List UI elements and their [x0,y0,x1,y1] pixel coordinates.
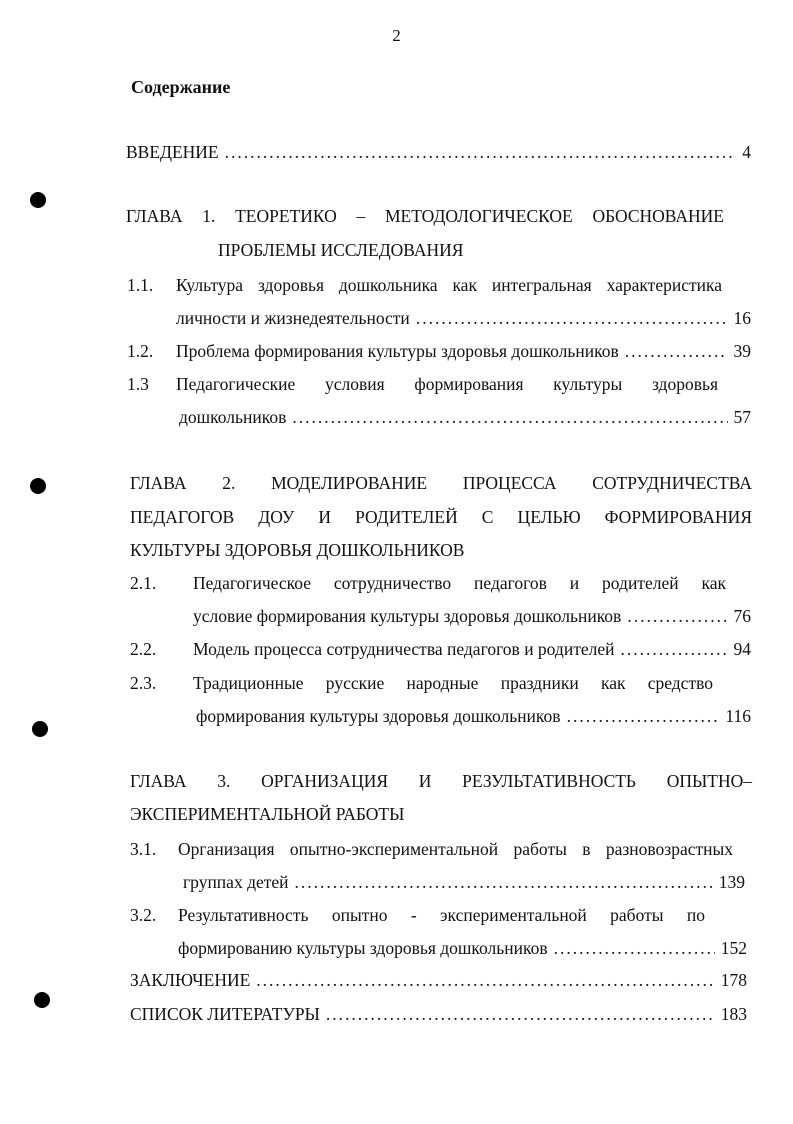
leader-dots [225,142,737,163]
section-title: Традиционные русские народные праздники как средство [193,673,713,693]
chapter-heading-cont: ЭКСПЕРИМЕНТАЛЬНОЙ РАБОТЫ [130,804,405,824]
section-title-cont: формирования культуры здоровья дошкольников [196,706,561,726]
toc-entry-3-1[interactable] [183,872,745,898]
section-title: Проблема формирования культуры здоровья дошкольников [176,341,619,361]
chapter-heading-cont: КУЛЬТУРЫ ЗДОРОВЬЯ ДОШКОЛЬНИКОВ [130,540,465,560]
toc-page-number: 152 [720,938,747,958]
toc-page-number: 178 [720,970,747,990]
punch-hole-dot [34,992,50,1008]
toc-page-number: 4 [742,142,751,162]
toc-entry-2-3[interactable] [196,706,751,732]
leader-dots [625,341,728,362]
section-title-cont: группах детей [183,872,289,892]
toc-entry-2-2[interactable] [193,639,751,665]
chapter-heading: ГЛАВА 1. ТЕОРЕТИКО – МЕТОДОЛОГИЧЕСКОЕ ОБОСНОВАНИЕ [126,206,724,226]
section-title-cont: условие формирования культуры здоровья дошкольников [193,606,622,626]
leader-dots [567,706,720,727]
page-number: 2 [392,26,401,45]
chapter-heading: ГЛАВА 2. МОДЕЛИРОВАНИЕ ПРОЦЕССА СОТРУДНИЧЕСТВА [130,473,752,493]
section-number: 1.2. [127,341,154,361]
toc-page-number: 57 [733,407,751,427]
punch-hole-dot [30,192,46,208]
leader-dots [295,872,713,893]
leader-dots [292,407,727,428]
punch-hole-dot [32,721,48,737]
section-title: Педагогические условия формирования культуры здоровья [176,374,718,394]
toc-entry-label: СПИСОК ЛИТЕРАТУРЫ [130,1004,320,1024]
section-title: Организация опытно-экспериментальной работы в разновозрастных [178,839,733,859]
toc-page-number: 139 [718,872,745,892]
toc-entry-2-1[interactable] [193,606,751,632]
toc-page-number: 116 [725,706,751,726]
section-number: 2.3. [130,673,157,693]
toc-entry-1-3[interactable] [179,407,751,433]
section-title-cont: формированию культуры здоровья дошкольников [178,938,548,958]
section-title: Культура здоровья дошкольника как интегральная характеристика [176,275,722,295]
section-number: 3.1. [130,839,157,859]
leader-dots [554,938,715,959]
section-title: Педагогическое сотрудничество педагогов и родителей как [193,573,726,593]
leader-dots [627,606,727,627]
chapter-heading-cont: ПЕДАГОГОВ ДОУ И РОДИТЕЛЕЙ С ЦЕЛЬЮ ФОРМИРОВАНИЯ [130,507,752,527]
toc-entry-1-2[interactable] [176,341,751,367]
leader-dots [416,308,728,329]
toc-entry-references[interactable] [130,1004,747,1030]
leader-dots [326,1004,715,1025]
toc-page-number: 16 [733,308,751,328]
toc-entry-label: ВВЕДЕНИЕ [126,142,219,162]
leader-dots [256,970,714,991]
section-number: 2.2. [130,639,157,659]
chapter-heading-cont: ПРОБЛЕМЫ ИССЛЕДОВАНИЯ [218,240,464,260]
section-title: Результативность опытно - экспериментальной работы по [178,905,705,925]
toc-entry-1-1[interactable] [176,308,751,334]
section-title-cont: личности и жизнедеятельности [176,308,410,328]
section-number: 3.2. [130,905,157,925]
section-number: 2.1. [130,573,157,593]
section-number: 1.3 [127,374,149,394]
toc-page-number: 39 [733,341,751,361]
toc-entry-conclusion[interactable] [130,970,747,996]
toc-page-number: 94 [733,639,751,659]
toc-entry-label: ЗАКЛЮЧЕНИЕ [130,970,251,990]
chapter-heading: ГЛАВА 3. ОРГАНИЗАЦИЯ И РЕЗУЛЬТАТИВНОСТЬ ОПЫТНО– [130,771,752,791]
section-title-cont: дошкольников [179,407,287,427]
section-number: 1.1. [127,275,154,295]
toc-entry-intro[interactable] [126,142,751,168]
toc-page-number: 76 [733,606,751,626]
toc-page-number: 183 [720,1004,747,1024]
punch-hole-dot [30,478,46,494]
toc-entry-3-2[interactable] [178,938,747,964]
page-title: Содержание [131,77,231,97]
section-title: Модель процесса сотрудничества педагогов и родителей [193,639,615,659]
leader-dots [620,639,727,660]
